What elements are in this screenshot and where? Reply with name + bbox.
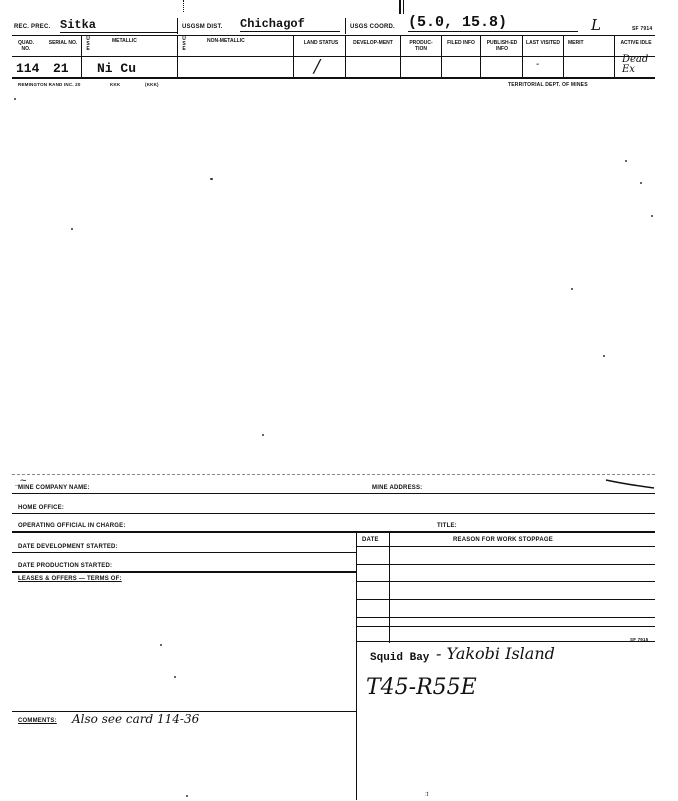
speck xyxy=(571,288,573,290)
date-production-label: DATE PRODUCTION STARTED: xyxy=(18,563,113,569)
rule xyxy=(356,546,655,547)
col-serial-no: SERIAL NO. xyxy=(48,40,78,46)
rule xyxy=(356,641,655,642)
rec-prec-value: Sitka xyxy=(60,18,178,33)
col-active-idle: ACTIVE IDLE xyxy=(620,40,652,46)
tick-mark xyxy=(399,0,401,14)
record-serial-no: 21 xyxy=(53,61,69,76)
divider xyxy=(563,35,564,77)
form-number-back: SF 7915 xyxy=(630,637,649,642)
speck xyxy=(640,182,642,184)
record-metallic: Ni Cu xyxy=(97,61,137,76)
location-hand: - Yakobi Island xyxy=(436,644,555,663)
speck xyxy=(262,434,264,436)
date-development-label: DATE DEVELOPMENT STARTED: xyxy=(18,544,118,550)
rule xyxy=(12,552,356,553)
speck xyxy=(651,215,653,217)
usgs-coord-label: USGS COORD. xyxy=(350,24,395,30)
date-column-label: DATE xyxy=(362,537,379,543)
divider xyxy=(614,35,615,77)
reason-label: REASON FOR WORK STOPPAGE xyxy=(453,537,553,543)
rule xyxy=(12,531,655,533)
speck xyxy=(186,795,188,797)
rule xyxy=(356,581,655,582)
mine-address-label: MINE ADDRESS: xyxy=(372,485,423,491)
rule xyxy=(356,599,655,600)
tick-mark xyxy=(403,0,404,14)
speck xyxy=(625,160,627,162)
rec-prec-label: REC. PREC. xyxy=(14,24,51,30)
col-quad-no: QUAD. NO. xyxy=(17,40,35,52)
strike-mark: _~ xyxy=(15,476,28,486)
operating-official-label: OPERATING OFFICIAL IN CHARGE: xyxy=(18,523,126,529)
home-office-label: HOME OFFICE: xyxy=(18,505,65,511)
col-development: DEVELOP-MENT xyxy=(353,40,393,46)
divider xyxy=(522,35,523,77)
divider xyxy=(480,35,481,77)
usgs-dist-value: Chichagof xyxy=(240,17,340,32)
leases-label: LEASES & OFFERS — TERMS OF: xyxy=(18,576,122,582)
comments-label: COMMENTS: xyxy=(18,718,57,724)
divider xyxy=(441,35,442,77)
col-non-metallic: NON-METALLIC xyxy=(207,38,245,44)
hand-stroke xyxy=(604,476,656,490)
record-land-status: / xyxy=(314,56,321,77)
divider xyxy=(293,35,294,77)
divider xyxy=(81,35,82,77)
rule xyxy=(12,513,655,514)
usgs-dist-label: USGSM DIST. xyxy=(182,24,223,30)
comments-value: Also see card 114-36 xyxy=(72,712,200,726)
col-metallic: METALLIC xyxy=(112,38,137,44)
col-last-visited: LAST VISITED xyxy=(526,40,560,46)
tick-mark xyxy=(183,0,184,12)
speck xyxy=(71,228,73,230)
printer-code: (KKK) xyxy=(145,82,159,87)
title-label: TITLE: xyxy=(437,523,457,529)
township-range: T45-R55E xyxy=(366,675,477,700)
mine-company-label: MINE COMPANY NAME: xyxy=(18,485,90,491)
rule xyxy=(356,626,655,627)
divider xyxy=(345,35,346,77)
rule xyxy=(356,617,655,618)
col-use-1: U S E xyxy=(86,36,90,52)
col-land-status: LAND STATUS xyxy=(303,40,339,46)
rule xyxy=(356,564,655,565)
bottom-mark: :t xyxy=(425,792,429,798)
location-typed: Squid Bay xyxy=(370,652,430,664)
col-published-info: PUBLISH-ED INFO xyxy=(486,40,518,52)
record-last-visited: - xyxy=(536,59,540,70)
rule xyxy=(12,571,356,573)
rule xyxy=(12,474,655,475)
rule xyxy=(12,35,655,36)
divider xyxy=(177,18,178,34)
usgs-coord-value: (5.0, 15.8) xyxy=(408,14,578,32)
department-label: TERRITORIAL DEPT. OF MINES xyxy=(508,82,588,88)
record-active-idle: Dead Ex xyxy=(622,54,649,75)
rule xyxy=(12,56,655,57)
record-quad-no: 114 xyxy=(16,61,40,76)
col-use-2: U S E xyxy=(182,36,186,52)
rule xyxy=(12,77,655,79)
divider xyxy=(356,531,357,800)
rule xyxy=(12,493,655,494)
printer-code: KKK xyxy=(110,82,121,87)
corner-mark: L xyxy=(591,16,601,34)
printer-label: REMINGTON RAND INC. 20 xyxy=(18,82,81,87)
divider xyxy=(400,35,401,77)
speck xyxy=(210,178,213,180)
speck xyxy=(160,644,162,646)
speck xyxy=(603,355,605,357)
col-merit: MERIT xyxy=(568,40,584,46)
divider xyxy=(177,35,178,77)
col-production: PRODUC-TION xyxy=(409,40,433,52)
form-number: SF 7914 xyxy=(632,26,653,32)
speck xyxy=(14,98,16,100)
divider xyxy=(345,18,346,34)
col-filed-info: FILED INFO xyxy=(447,40,475,46)
speck xyxy=(174,676,176,678)
